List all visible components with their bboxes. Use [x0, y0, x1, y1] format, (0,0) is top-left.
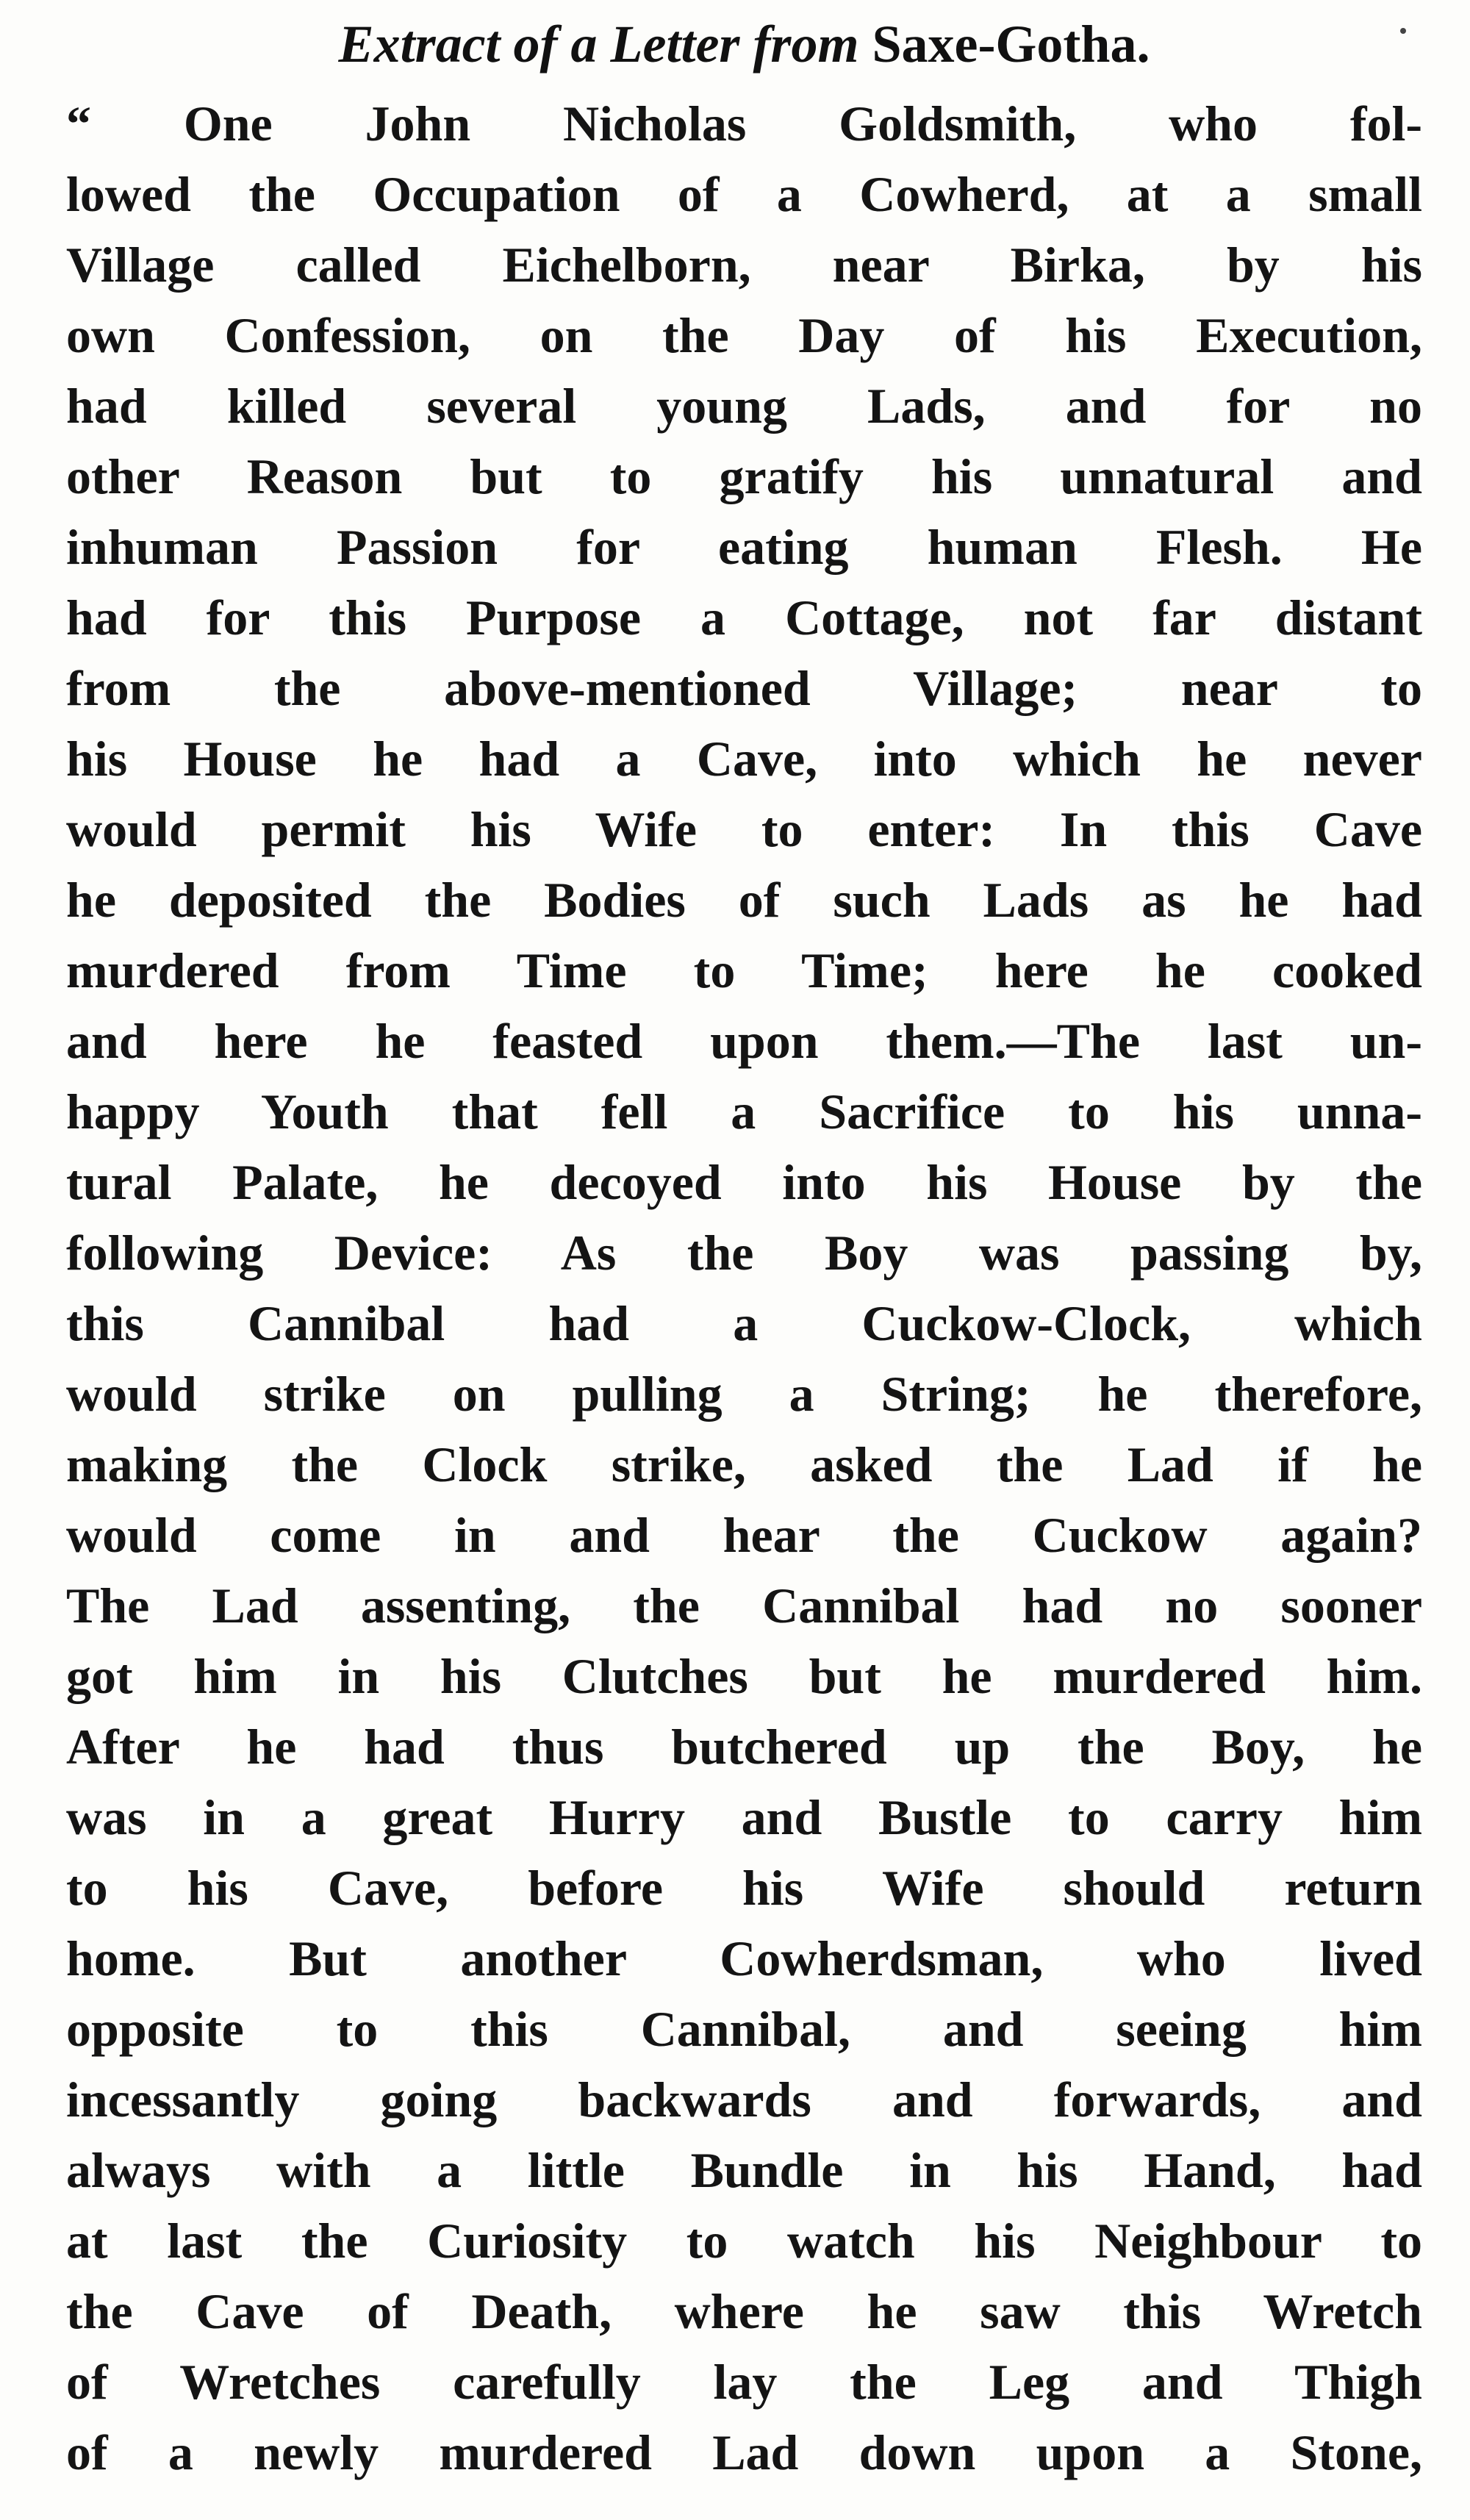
text-line-27: home. But another Cowherdsman, who lived: [66, 1930, 1422, 1986]
text-line-15: happy Youth that fell a Sacrifice to his unna-: [66, 1084, 1422, 1139]
text-line-19: would strike on pulling a String; he therefore,: [66, 1366, 1422, 1422]
text-line-24: After he had thus butchered up the Boy, he: [66, 1719, 1422, 1775]
text-line-9: from the above-mentioned Village; near to: [66, 660, 1422, 716]
text-line-11: would permit his Wife to enter: In this Cave: [66, 801, 1422, 857]
heading-italic: Extract of a Letter from: [338, 15, 859, 74]
text-line-14: and here he feasted upon them.—The last un-: [66, 1013, 1422, 1069]
text-line-30: always with a little Bundle in his Hand, had: [66, 2142, 1422, 2198]
text-line-3: Village called Eichelborn, near Birka, by his: [66, 237, 1422, 293]
heading-place: Saxe-Gotha.: [872, 15, 1150, 74]
text-line-7: inhuman Passion for eating human Flesh. He: [66, 519, 1422, 575]
text-line-10: his House he had a Cave, into which he never: [66, 731, 1422, 787]
text-line-1: “ One John Nicholas Goldsmith, who fol-: [66, 96, 1422, 151]
text-line-34: of a newly murdered Lad down upon a Stone,: [66, 2424, 1422, 2480]
text-line-5: had killed several young Lads, and for no: [66, 378, 1422, 434]
text-line-33: of Wretches carefully lay the Leg and Thigh: [66, 2354, 1422, 2410]
text-line-13: murdered from Time to Time; here he cooked: [66, 942, 1422, 998]
text-line-32: the Cave of Death, where he saw this Wretch: [66, 2283, 1422, 2339]
text-line-28: opposite to this Cannibal, and seeing him: [66, 2001, 1422, 2057]
article-heading: [66, 7, 1422, 81]
text-line-20: making the Clock strike, asked the Lad if he: [66, 1436, 1422, 1492]
text-line-8: had for this Purpose a Cottage, not far distant: [66, 590, 1422, 645]
text-line-31: at last the Curiosity to watch his Neighbour to: [66, 2213, 1422, 2269]
text-line-12: he deposited the Bodies of such Lads as he had: [66, 872, 1422, 928]
text-line-25: was in a great Hurry and Bustle to carry him: [66, 1789, 1422, 1845]
text-line-22: The Lad assenting, the Cannibal had no sooner: [66, 1578, 1422, 1633]
text-line-21: would come in and hear the Cuckow again?: [66, 1507, 1422, 1563]
text-line-26: to his Cave, before his Wife should return: [66, 1860, 1422, 1916]
print-mark: [1400, 28, 1406, 34]
text-line-2: lowed the Occupation of a Cowherd, at a small: [66, 166, 1422, 222]
text-line-16: tural Palate, he decoyed into his House by the: [66, 1154, 1422, 1210]
text-line-18: this Cannibal had a Cuckow-Clock, which: [66, 1295, 1422, 1351]
text-line-23: got him in his Clutches but he murdered him.: [66, 1648, 1422, 1704]
text-line-29: incessantly going backwards and forwards, and: [66, 2072, 1422, 2127]
text-line-6: other Reason but to gratify his unnatural and: [66, 448, 1422, 504]
text-line-17: following Device: As the Boy was passing by,: [66, 1225, 1422, 1281]
text-line-4: own Confession, on the Day of his Execution,: [66, 307, 1422, 363]
